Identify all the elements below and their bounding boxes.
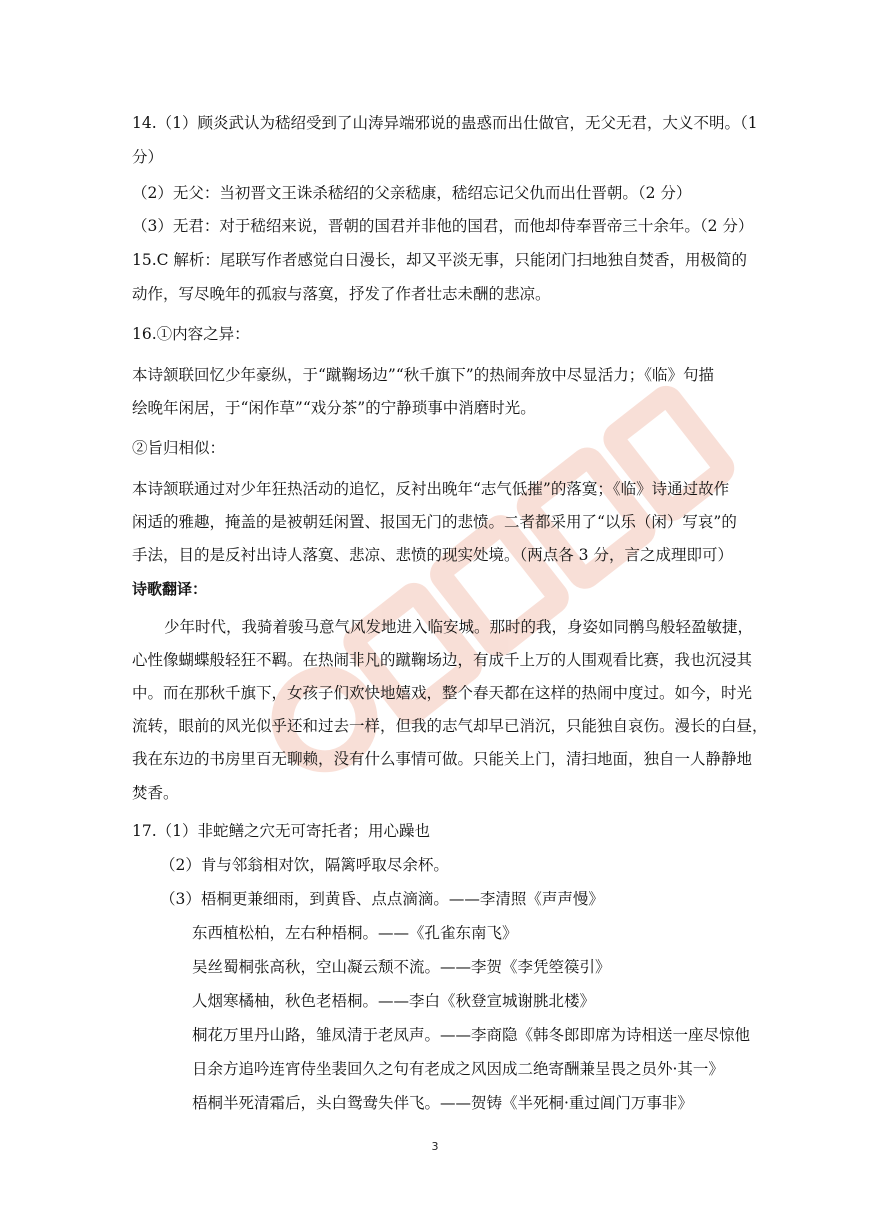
translation-line-4: 流转，眼前的风光似乎还和过去一样，但我的志气却早已消沉，只能独自哀伤。漫长的白昼， bbox=[132, 717, 768, 735]
q16-sim-line-2: 闲适的雅趣，掩盖的是被朝廷闲置、报国无门的悲愤。二者都采用了“以乐（闲）写哀”的 bbox=[132, 513, 737, 531]
q16-heading: 16.①内容之异： bbox=[132, 325, 250, 343]
translation-line-1: 少年时代，我骑着骏马意气风发地进入临安城。那时的我，身姿如同鹘鸟般轻盈敏捷， bbox=[164, 618, 754, 636]
q14-part-2: （2）无父：当初晋文王诛杀嵇绍的父亲嵇康，嵇绍忘记父仇而出仕晋朝。（2 分） bbox=[132, 184, 692, 202]
q16-diff-line-1: 本诗颔联回忆少年豪纵，于“蹴鞠场边”“秋千旗下”的热闹奔放中尽显活力；《临》句描 bbox=[132, 366, 714, 384]
q17-quote-4a: 桐花万里丹山路，雏凤清于老凤声。——李商隐《韩冬郎即席为诗相送一座尽惊他 bbox=[192, 1026, 751, 1044]
page-number: 3 bbox=[431, 1140, 439, 1153]
q17-quote-3: 人烟寒橘柚，秋色老梧桐。——李白《秋登宣城谢朓北楼》 bbox=[192, 992, 596, 1010]
q16-sim-line-3: 手法，目的是反衬出诗人落寞、悲凉、悲愤的现实处境。（两点各 3 分，言之成理即可） bbox=[132, 546, 733, 564]
q14-part-3: （3）无君：对于嵇绍来说，晋朝的国君并非他的国君，而他却侍奉晋帝三十余年。（2 分） bbox=[132, 217, 754, 235]
q17-part-2: （2）肯与邻翁相对饮，隔篱呼取尽余杯。 bbox=[160, 856, 449, 874]
translation-line-3: 中。而在那秋千旗下，女孩子们欢快地嬉戏，整个春天都在这样的热闹中度过。如今，时光 bbox=[132, 684, 753, 702]
q14-line-2: 分） bbox=[132, 148, 164, 166]
q16-sim-line-1: 本诗颔联通过对少年狂热活动的追忆，反衬出晚年“志气低摧”的落寞；《临》诗通过故作 bbox=[132, 480, 730, 498]
q17-quote-5: 梧桐半死清霜后，头白鸳鸯失伴飞。——贺铸《半死桐·重过阊门万事非》 bbox=[192, 1094, 693, 1112]
q17-quote-2: 吴丝蜀桐张高秋，空山凝云颓不流。——李贺《李凭箜篌引》 bbox=[192, 958, 611, 976]
q16-diff-line-2: 绘晚年闲居，于“闲作草”“戏分茶”的宁静琐事中消磨时光。 bbox=[132, 399, 536, 417]
q17-quote-4b: 日余方追吟连宵侍坐裴回久之句有老成之风因成二绝寄酬兼呈畏之员外·其一》 bbox=[192, 1060, 724, 1078]
translation-heading: 诗歌翻译： bbox=[132, 580, 208, 598]
q17-quote-1: 东西植松柏，左右种梧桐。——《孔雀东南飞》 bbox=[192, 924, 518, 942]
q14-line-1: 14.（1）顾炎武认为嵇绍受到了山涛异端邪说的蛊惑而出仕做官，无父无君，大义不明。（1 bbox=[132, 114, 758, 132]
q16-sim-heading: ②旨归相似： bbox=[132, 439, 226, 457]
translation-line-6: 焚香。 bbox=[132, 784, 179, 802]
q17-part-1: 17.（1）非蛇鳝之穴无可寄托者；用心躁也 bbox=[132, 822, 431, 840]
translation-line-5: 我在东边的书房里百无聊赖，没有什么事情可做。只能关上门，清扫地面，独自一人静静地 bbox=[132, 750, 753, 768]
q17-part-3: （3）梧桐更兼细雨，到黄昏、点点滴滴。——李清照《声声慢》 bbox=[160, 890, 604, 908]
translation-line-2: 心性像蝴蝶般轻狂不羁。在热闹非凡的蹴鞠场边，有成千上万的人围观看比赛，我也沉浸其 bbox=[132, 651, 753, 669]
q15-line-2: 动作，写尽晚年的孤寂与落寞，抒发了作者壮志未酬的悲凉。 bbox=[132, 285, 551, 303]
q15-line-1: 15.C 解析：尾联写作者感觉白日漫长，却又平淡无事，只能闭门扫地独自焚香，用极简的 bbox=[132, 251, 747, 269]
